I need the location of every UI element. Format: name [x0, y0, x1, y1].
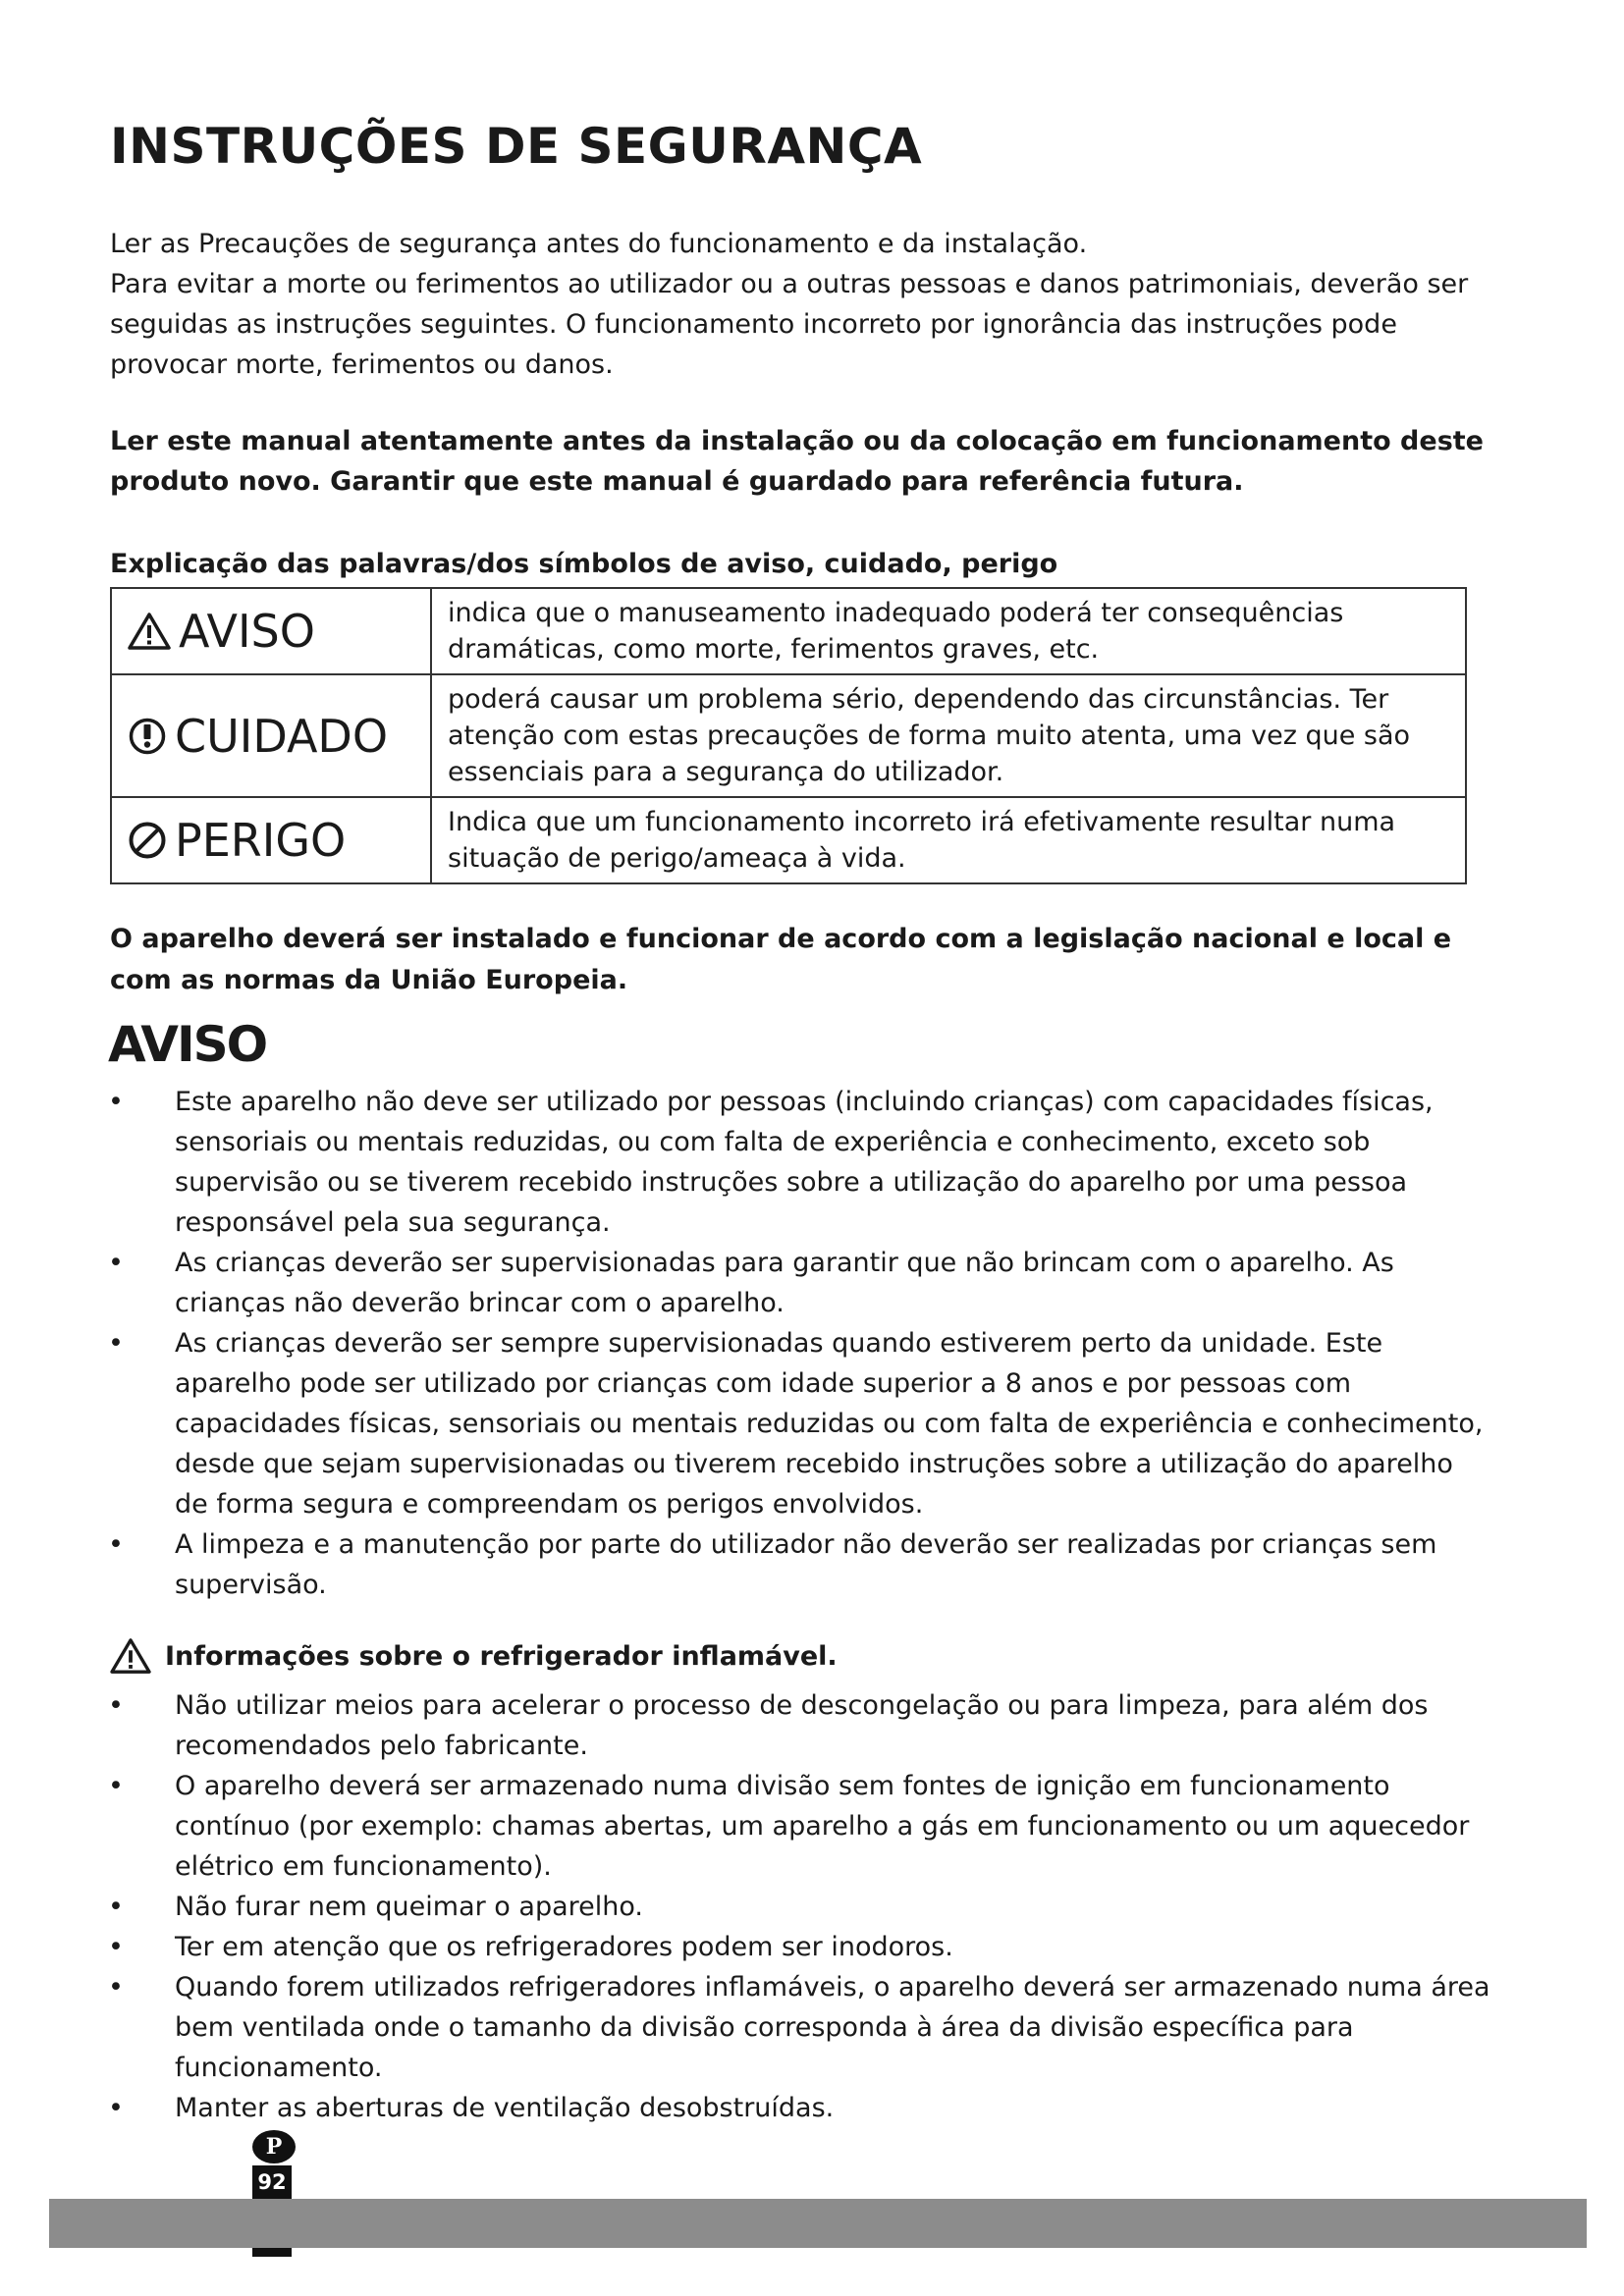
bullet-icon: • [108, 1932, 124, 1962]
list-item: • Ter em atenção que os refrigeradores podem ser inodoros. [98, 1927, 1492, 1967]
bullet-icon: • [108, 1892, 124, 1922]
symbol-description: poderá causar um problema sério, dependendo das circunstâncias. Ter atenção com estas precauções de forma muito atenta, uma vez que são essenciais para a segurança do utilizador. [431, 674, 1466, 797]
page-number-badge [252, 2130, 296, 2194]
bullet-icon: • [108, 1328, 124, 1359]
symbol-term: PERIGO [175, 814, 347, 867]
symbol-term: AVISO [179, 605, 315, 658]
symbol-row-cuidado [111, 674, 1466, 797]
flammable-list [98, 1685, 1492, 2128]
intro-line: Para evitar a morte ou ferimentos ao utilizador ou a outras pessoas e danos patrimoniais, deverão ser seguidas as instruções seguintes. O funcionamento incorreto por ignorância das instruções pode provocar morte, ferimentos ou danos. [110, 269, 1469, 380]
aviso-heading: AVISO [108, 1016, 267, 1073]
symbol-description: Indica que um funcionamento incorreto irá efetivamente resultar numa situação de perigo/ameaça à vida. [431, 797, 1466, 883]
footer-bar [49, 2199, 1587, 2248]
read-manual-note: Ler este manual atentamente antes da instalação ou da colocação em funcionamento deste produto novo. Garantir que este manual é guardado para referência futura. [110, 426, 1484, 497]
symbol-row-aviso [111, 588, 1466, 674]
list-item: • Este aparelho não deve ser utilizado por pessoas (incluindo crianças) com capacidades físicas, sensoriais ou mentais reduzidas, ou com falta de experiência e conhecimento, exceto sob supervisão ou se tiverem recebido instruções sobre a utilização do aparelho por uma pessoa responsável pela sua segurança. [98, 1082, 1492, 1243]
warning-triangle-icon [110, 1637, 151, 1675]
warning-triangle-icon [128, 612, 171, 651]
language-badge: P [252, 2130, 296, 2163]
list-item: • Não furar nem queimar o aparelho. [98, 1887, 1492, 1927]
bullet-icon: • [108, 1087, 124, 1117]
list-item: • O aparelho deverá ser armazenado numa divisão sem fontes de ignição em funcionamento contínuo (por exemplo: chamas abertas, um aparelho a gás em funcionamento ou um aquecedor elétrico em funcionamento). [98, 1766, 1492, 1887]
aviso-list [98, 1082, 1492, 1605]
list-item: • As crianças deverão ser supervisionadas para garantir que não brincam com o aparelho. As crianças não deverão brincar com o aparelho. [98, 1243, 1492, 1323]
symbol-description: indica que o manuseamento inadequado poderá ter consequências dramáticas, como morte, ferimentos graves, etc. [431, 588, 1466, 674]
list-item: • A limpeza e a manutenção por parte do utilizador não deverão ser realizadas por crianças sem supervisão. [98, 1524, 1492, 1605]
bullet-icon: • [108, 1972, 124, 2002]
bullet-icon: • [108, 1529, 124, 1560]
list-item: • Manter as aberturas de ventilação desobstruídas. [98, 2088, 1492, 2128]
list-item: • Quando forem utilizados refrigeradores inflamáveis, o aparelho deverá ser armazenado numa área bem ventilada onde o tamanho da divisão corresponda à área da divisão específica para funcionamento. [98, 1967, 1492, 2088]
page-title: INSTRUÇÕES DE SEGURANÇA [110, 118, 923, 175]
caution-exclamation-icon [128, 717, 167, 756]
symbol-term: CUIDADO [175, 709, 389, 763]
compliance-note: O aparelho deverá ser instalado e funcionar de acordo com a legislação nacional e local e com as normas da União Europeia. [110, 924, 1452, 995]
list-item: • As crianças deverão ser sempre supervisionadas quando estiverem perto da unidade. Este aparelho pode ser utilizado por crianças com idade superior a 8 anos e por pessoas com capacidades físicas, sensoriais ou mentais reduzidas ou com falta de experiência e conhecimento, desde que sejam supervisionadas ou tiverem recebido instruções sobre a utilização do aparelho de forma segura e compreendam os perigos envolvidos. [98, 1323, 1492, 1524]
flammable-heading [110, 1637, 838, 1675]
bullet-icon: • [108, 1771, 124, 1801]
symbol-row-perigo [111, 797, 1466, 883]
flammable-heading-text: Informações sobre o refrigerador inflamável. [165, 1640, 838, 1672]
page-number: 92 [252, 2165, 292, 2257]
intro-line: Ler as Precauções de segurança antes do funcionamento e da instalação. [110, 229, 1088, 259]
prohibition-icon [128, 821, 167, 860]
symbols-table [110, 587, 1467, 884]
intro-text [110, 224, 1485, 385]
bullet-icon: • [108, 1248, 124, 1278]
bullet-icon: • [108, 1690, 124, 1721]
symbols-table-title: Explicação das palavras/dos símbolos de aviso, cuidado, perigo [110, 549, 1058, 579]
bullet-icon: • [108, 2093, 124, 2123]
list-item: • Não utilizar meios para acelerar o processo de descongelação ou para limpeza, para além dos recomendados pelo fabricante. [98, 1685, 1492, 1766]
